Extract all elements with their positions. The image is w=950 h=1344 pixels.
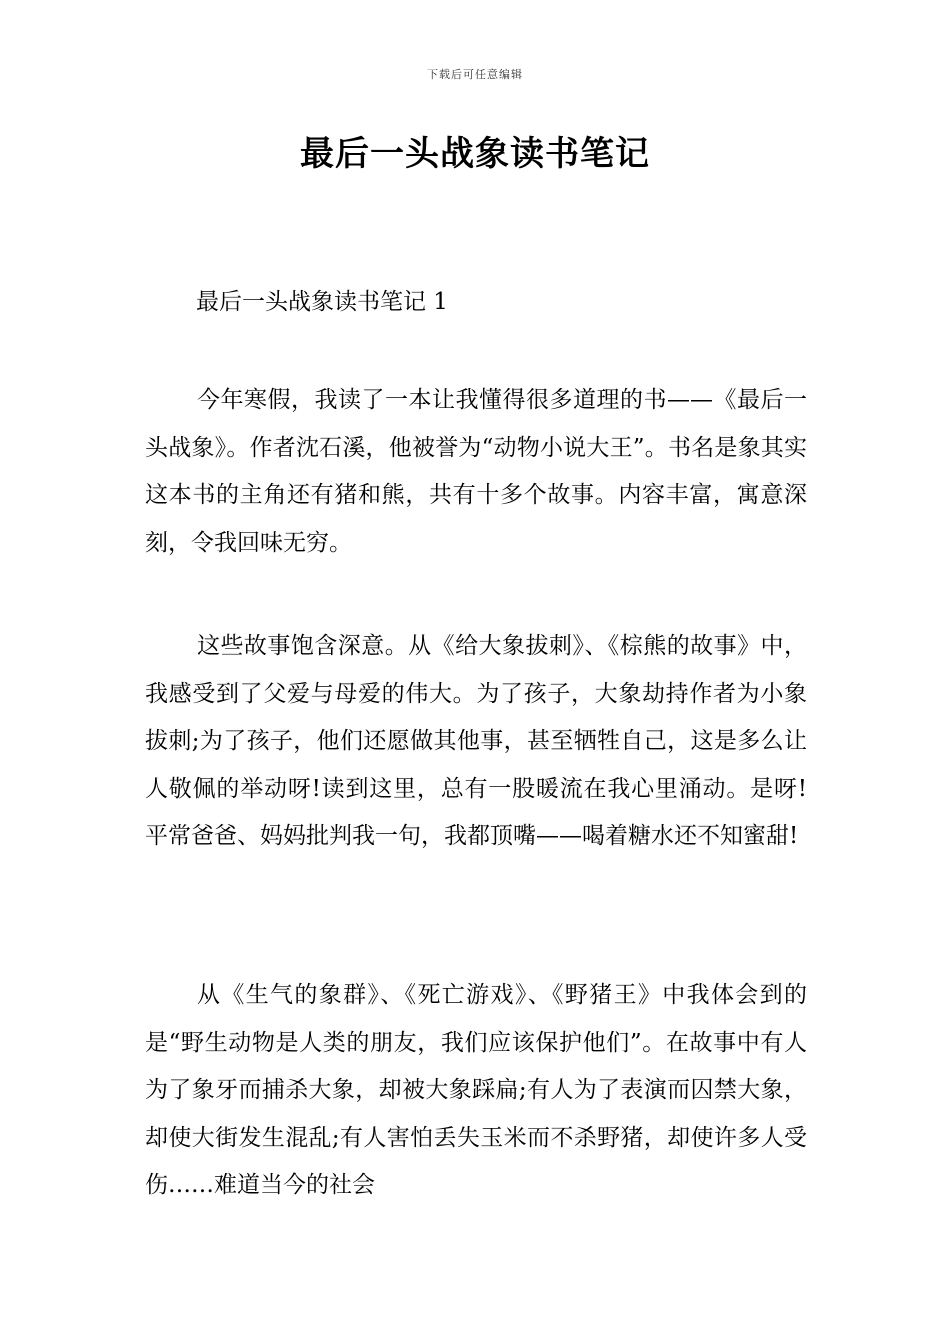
header-note: 下载后可任意编辑 [427, 68, 523, 81]
paragraph-2: 这些故事饱含深意。从《给大象拔刺》、《棕熊的故事》中，我感受到了父爱与母爱的伟大。为了孩子，大象劫持作者为小象拔刺;为了孩子，他们还愿做其他事，甚至牺牲自己，这是多么让人敬佩的举动呀!读到这里，总有一股暖流在我心里涌动。是呀!平常爸爸、妈妈批判我一句，我都顶嘴——喝着糖水还不知蜜甜! [145, 633, 807, 849]
paragraph-3: 从《生气的象群》、《死亡游戏》、《野猪王》中我体会到的是“野生动物是人类的朋友，我们应该保护他们”。在故事中有人为了象牙而捕杀大象，却被大象踩扁;有人为了表演而囚禁大象，却使大街发生混乱;有人害怕丢失玉米而不杀野猪，却使许多人受伤……难道当今的社会 [145, 982, 807, 1198]
document-title: 最后一头战象读书笔记 [300, 134, 650, 174]
paragraph-1: 今年寒假，我读了一本让我懂得很多道理的书——《最后一头战象》。作者沈石溪，他被誉为“动物小说大王”。书名是象其实这本书的主角还有猪和熊，共有十多个故事。内容丰富，寓意深刻，令我回味无穷。 [145, 387, 807, 556]
section-heading: 最后一头战象读书笔记 1 [196, 289, 448, 315]
